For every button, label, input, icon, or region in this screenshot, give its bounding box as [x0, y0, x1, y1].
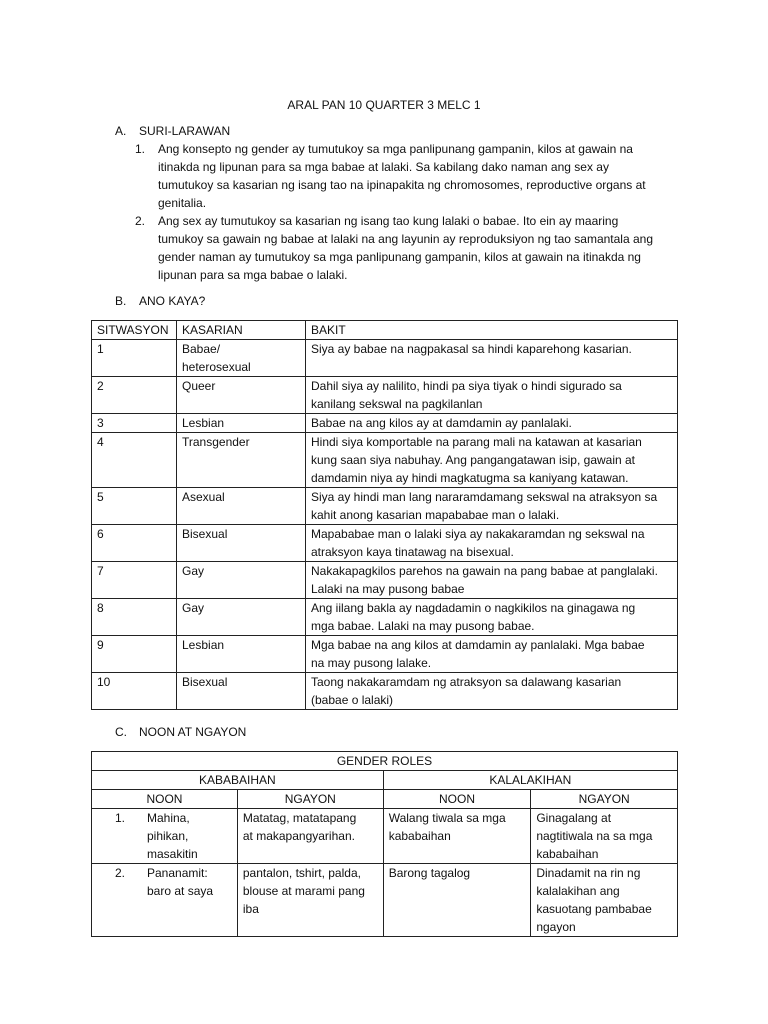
header-kasarian: KASARIAN [177, 321, 306, 340]
group-header-kalalakihan: KALALAKIHAN [383, 771, 677, 790]
table-row: 8 Gay Ang iilang bakla ay nagdadamin o nagkikilos na ginagawa ng mga babae. Lalaki na may pusong babae. [92, 599, 678, 636]
document-title: ARAL PAN 10 QUARTER 3 MELC 1 [287, 98, 481, 112]
section-c-heading: C. NOON AT NGAYON [115, 725, 247, 739]
subheader-noon: NOON [92, 790, 238, 809]
table-row: 5 Asexual Siya ay hindi man lang nararamdamang sekswal na atraksyon sa kahit anong kasarian mapababae man o lalaki. [92, 488, 678, 525]
table-row: 3 Lesbian Babae na ang kilos ay at damdamin ay panlalaki. [92, 414, 678, 433]
section-a-list [135, 140, 680, 284]
table-row: 7 Gay Nakakapagkilos parehos na gawain na pang babae at panglalaki. Lalaki na may pusong babae [92, 562, 678, 599]
section-a-item-2: 2. Ang sex ay tumutukoy sa kasarian ng isang tao kung lalaki o babae. Ito ein ay maaring tumukoy sa gawain ng babae at lalaki na ang layunin ay reproduksiyon ng tao samantala ang gender naman ay tumutukoy sa mga panlipunang gampanin, kilos at gawain na itinakda ng lipunan para sa mga babae o lalaki. [135, 214, 653, 282]
subheader-noon: NOON [383, 790, 531, 809]
gender-roles-title: GENDER ROLES [92, 752, 678, 771]
header-bakit: BAKIT [306, 321, 678, 340]
group-header-kababaihan: KABABAIHAN [92, 771, 384, 790]
subheader-ngayon: NGAYON [237, 790, 383, 809]
gender-roles-table [91, 751, 678, 937]
section-b-label: ANO KAYA? [139, 294, 206, 308]
header-sitwasyon: SITWASYON [92, 321, 177, 340]
table-row: 1. Mahina, pihikan, masakitin Matatag, matatapang at makapangyarihan. Walang tiwala sa mga kababaihan Ginagalang at nagtitiwala na sa mga kababaihan [92, 809, 678, 864]
section-a-letter: A. [115, 124, 127, 138]
section-a-heading [115, 122, 230, 140]
table-row: 1 Babae/ heterosexual Siya ay babae na nagpakasal sa hindi kaparehong kasarian. [92, 340, 678, 377]
table-row: 2. Pananamit: baro at saya pantalon, tshirt, palda, blouse at marami pang iba Barong tagalog Dinadamit na rin ng kalalakihan ang kasuotang pambabae ngayon [92, 864, 678, 937]
section-c-label: NOON AT NGAYON [139, 725, 247, 739]
situation-table [91, 320, 678, 710]
section-a-item-1: 1. Ang konsepto ng gender ay tumutukoy sa mga panlipunang gampanin, kilos at gawain na itinakda ng lipunan para sa mga babae at lalaki. Sa kabilang dako naman ang sex ay tumutukoy sa kasarian ng isang tao na ipinapakita ng chromosomes, reproductive organs at genitalia. [135, 142, 646, 210]
section-b-heading: B. ANO KAYA? [115, 294, 206, 308]
table-row: 9 Lesbian Mga babae na ang kilos at damdamin ay panlalaki. Mga babae na may pusong lalake. [92, 636, 678, 673]
table-row: 2 Queer Dahil siya ay nalilito, hindi pa siya tiyak o hindi sigurado sa kanilang sekswal na pagkilanlan [92, 377, 678, 414]
table-row: 4 Transgender Hindi siya komportable na parang mali na katawan at kasarian kung saan siya nabuhay. Ang pangangatawan isip, gawain at damdamin niya ay hindi magkatugma sa kaniyang katawan. [92, 433, 678, 488]
table-row: 6 Bisexual Mapababae man o lalaki siya ay nakakaramdan ng sekswal na atraksyon kaya tinatawag na bisexual. [92, 525, 678, 562]
section-a-label: SURI-LARAWAN [139, 124, 231, 138]
subheader-ngayon: NGAYON [531, 790, 678, 809]
table-header-row [92, 321, 678, 340]
table-row: 10 Bisexual Taong nakakaramdam ng atraksyon sa dalawang kasarian (babae o lalaki) [92, 673, 678, 710]
